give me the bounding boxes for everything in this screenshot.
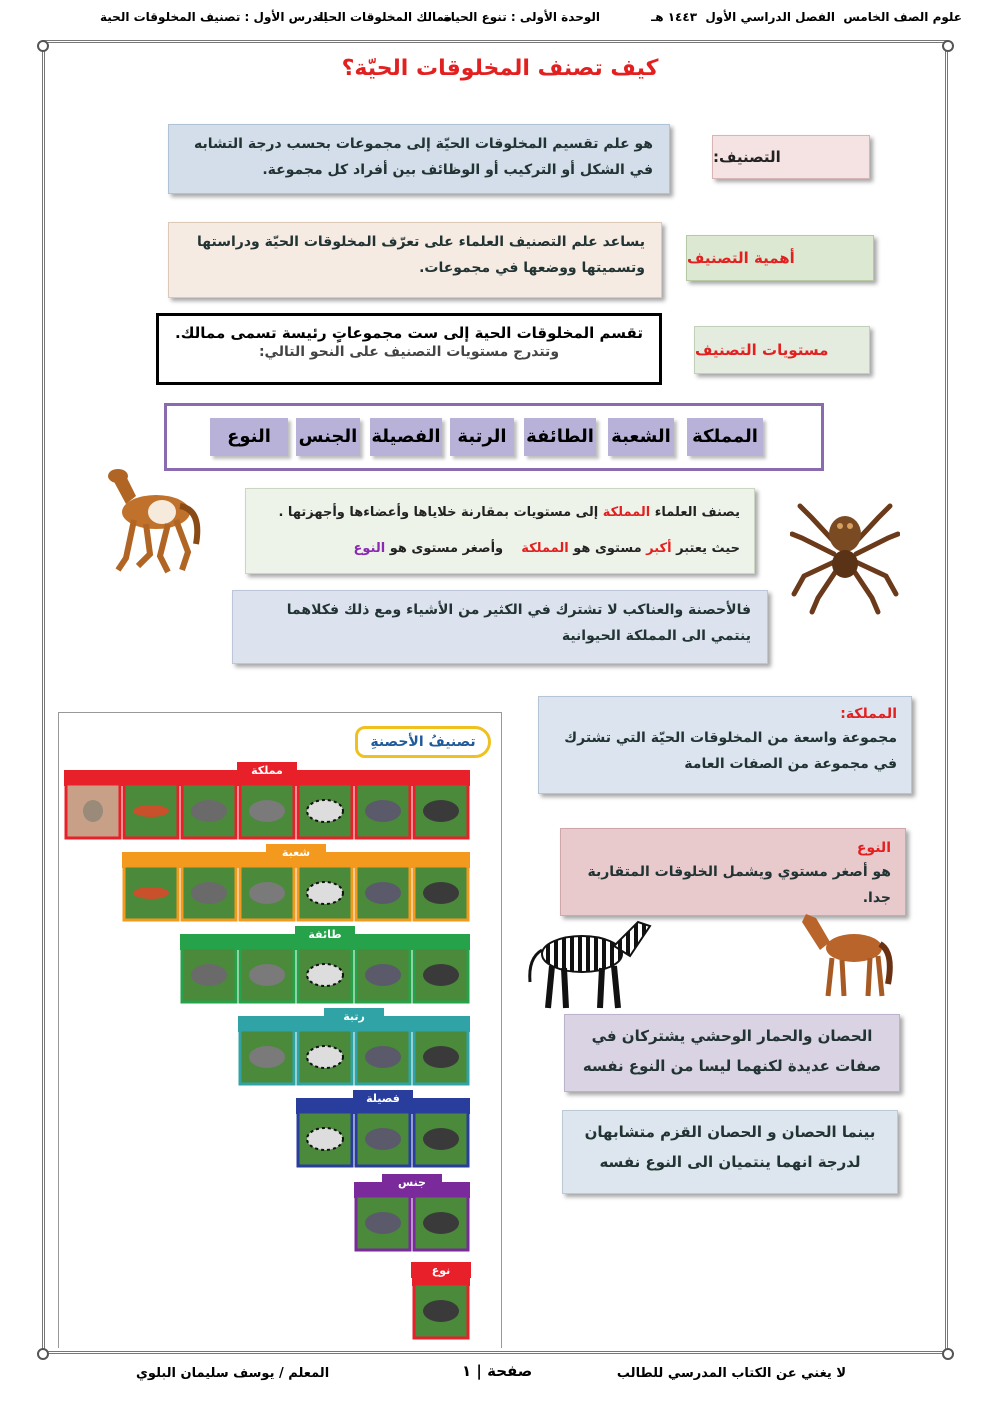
figure-animal-horse <box>423 1128 459 1150</box>
kingdom-definition-text: مجموعة واسعة من المخلوقات الحيّة التي تشترك في مجموعة من الصفات العامة <box>564 730 897 772</box>
species-definition-text: هو أصغر مستوي ويشمل الخلوقات المتقاربة جدا. <box>587 864 891 906</box>
levels-label: مستويات التصنيف <box>694 326 870 374</box>
footer-page: صفحة | ١ <box>462 1362 533 1380</box>
corner-ornament <box>942 1348 954 1360</box>
classification-diagram <box>58 712 502 1348</box>
figure-animal-rhino <box>249 800 285 822</box>
figure-animal-donkey <box>365 1128 401 1150</box>
levels-intro-box <box>156 313 662 385</box>
figure-animal-donkey <box>365 1046 401 1068</box>
brown-horse-illustration <box>798 906 898 1000</box>
kingdom-note-line2: حيث يعتبر أكبر مستوى هو المملكة وأصغر مستوى هو النوع <box>353 541 740 556</box>
figure-animal-spider <box>83 800 103 822</box>
levels-intro-line2: وتتدرج مستويات التصنيف على النحو التالي: <box>258 344 560 360</box>
figure-animal-lizard <box>133 805 169 817</box>
figure-title: تصنيفُ الأحصنةِ <box>355 726 491 758</box>
figure-band-label: جنس <box>398 1176 426 1189</box>
kingdom-note <box>245 488 755 574</box>
figure-animal-horse <box>423 1212 459 1234</box>
figure-animal-rhino <box>249 1046 285 1068</box>
header-lesson: الدرس الأول : تصنيف المخلوقات الحية <box>100 10 328 24</box>
figure-animal-zebra <box>307 1128 343 1150</box>
definition-text: هو علم تقسيم المخلوقات الحيّة إلى مجموعات بحسب درجة التشابه في الشكل أو التركيب أو الوظائف بين أفراد كل مجموعة. <box>168 124 670 194</box>
pony-note: بينما الحصان و الحصان القزم متشابهان لدرجة انهما ينتميان الى النوع نفسه <box>562 1110 898 1194</box>
level-kingdom: المملكة <box>687 418 763 456</box>
figure-animal-zebra <box>307 964 343 986</box>
zebra-note: الحصان والحمار الوحشي يشتركان في صفات عديدة لكنهما ليسا من النوع نفسه <box>564 1014 900 1092</box>
importance-text: يساعد علم التصنيف العلماء على تعرّف المخلوقات الحيّة ودراستها وتسميتها ووضعها في مجموعات. <box>168 222 662 298</box>
zebra-illustration <box>522 912 664 1012</box>
figure-animal-horse <box>423 964 459 986</box>
figure-animal-horse <box>423 882 459 904</box>
figure-animal-dog <box>191 964 227 986</box>
species-definition <box>560 828 906 916</box>
level-order: الرتبة <box>450 418 514 456</box>
definition-label: التصنيف: <box>712 135 870 179</box>
figure-animal-rhino <box>249 964 285 986</box>
header-chapter: ممالك المخلوقات الحية <box>316 10 452 24</box>
corner-ornament <box>37 40 49 52</box>
species-definition-title: النوع <box>856 840 891 856</box>
figure-animal-horse <box>423 1046 459 1068</box>
footer-note: لا يغني عن الكتاب المدرسي للطالب <box>616 1366 846 1381</box>
figure-animal-zebra <box>307 1046 343 1068</box>
figure-band-label: مملكة <box>251 764 283 777</box>
level-phylum: الشعبة <box>608 418 674 456</box>
figure-animal-horse <box>423 800 459 822</box>
horse-spider-note: فالأحصنة والعناكب لا تشترك في الكثير من الأشياء ومع ذلك فكلاهما ينتمي الى المملكة الحيوانية <box>232 590 768 664</box>
figure-animal-horse <box>423 1300 459 1322</box>
figure-animal-lizard <box>133 887 169 899</box>
figure-animal-donkey <box>365 964 401 986</box>
level-genus: الجنس <box>296 418 360 456</box>
kingdom-definition <box>538 696 912 794</box>
figure-band-label: رتبة <box>343 1010 365 1023</box>
horse-illustration <box>98 458 206 576</box>
figure-animal-zebra <box>307 800 343 822</box>
figure-band-label: نوع <box>431 1264 451 1277</box>
level-species: النوع <box>210 418 288 456</box>
footer-teacher: المعلم / يوسف سليمان البلوي <box>136 1366 330 1381</box>
levels-intro-line1: تقسم المخلوقات الحية إلى ست مجموعاتٍ رئيسة تسمى ممالك. <box>175 324 643 342</box>
figure-animal-zebra <box>307 882 343 904</box>
figure-animal-donkey <box>365 1212 401 1234</box>
spider-illustration <box>790 498 900 616</box>
figure-animal-dog <box>191 882 227 904</box>
corner-ornament <box>37 1348 49 1360</box>
figure-band-label: طائفة <box>308 928 342 941</box>
header-subject: علوم الصف الخامس الفصل الدراسي الأول ١٤٤٣ هـ <box>651 10 962 24</box>
header-unit: الوحدة الأولى : تنوع الحياة <box>443 10 600 24</box>
corner-ornament <box>942 40 954 52</box>
figure-band-label: شعبة <box>281 846 311 859</box>
kingdom-definition-title: المملكة: <box>840 706 897 722</box>
level-family: الفصيلة <box>370 418 442 456</box>
figure-band-label: فصيلة <box>366 1092 400 1105</box>
figure-animal-donkey <box>365 882 401 904</box>
page-title: كيف تصنف المخلوقات الحيّة؟ <box>341 56 659 81</box>
level-class: الطائفة <box>524 418 596 456</box>
figure-animal-rhino <box>249 882 285 904</box>
figure-animal-dog <box>191 800 227 822</box>
importance-label: أهمية التصنيف <box>686 235 874 281</box>
figure-animal-donkey <box>365 800 401 822</box>
kingdom-note-line1: يصنف العلماء المملكة إلى مستويات بمقارنة خلاياها وأعضاءها وأجهزتها . <box>278 505 740 520</box>
